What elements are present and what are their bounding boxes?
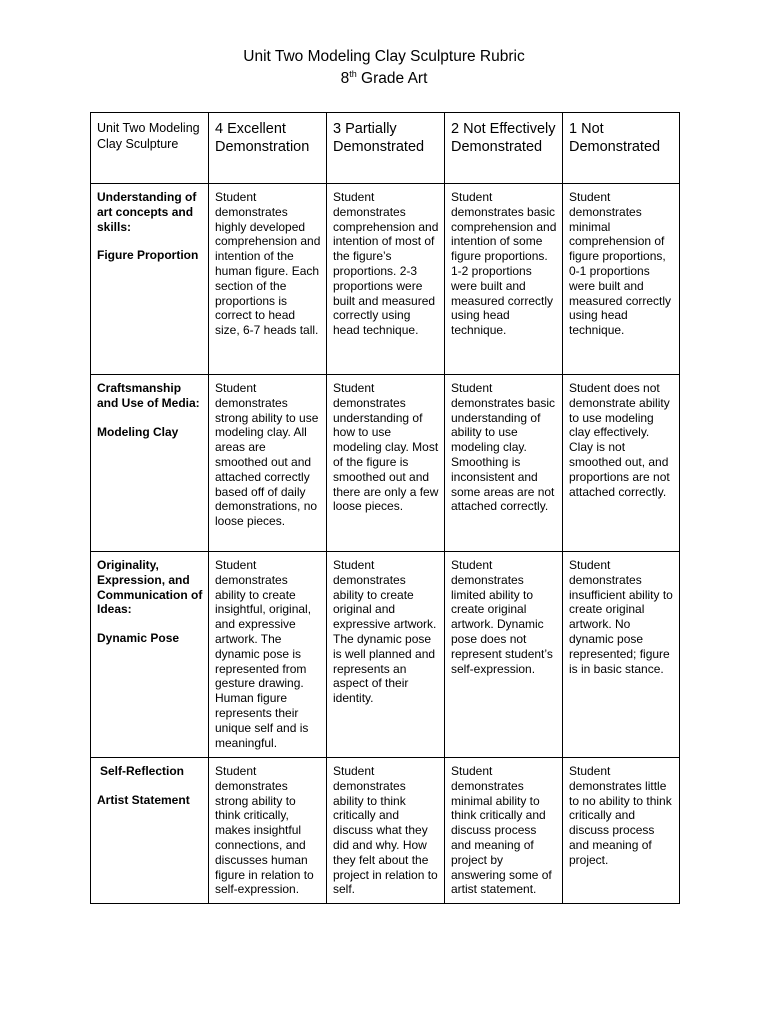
- criterion-focus: Dynamic Pose: [97, 631, 180, 646]
- rating-cell-1: Student demonstrates minimal comprehension of figure proportions, 0-1 proportions were built and measured correctly using head technique.: [563, 184, 680, 375]
- criterion-cell: [91, 758, 209, 904]
- header-row: [91, 113, 680, 184]
- criterion-label: Originality, Expression, and Communication of Ideas:: [97, 558, 203, 617]
- rating-cell-1: Student demonstrates insufficient ability to create original artwork. No dynamic pose represented; figure is in basic stance.: [563, 552, 680, 758]
- rating-cell-4: Student demonstrates strong ability to think critically, makes insightful connections, and discusses human figure in relation to self-expression.: [209, 758, 327, 904]
- header-level-3: 3 Partially Demonstrated: [327, 113, 445, 184]
- rating-cell-2: Student demonstrates basic understanding of ability to use modeling clay. Smoothing is inconsistent and some areas are not attached correctly.: [445, 375, 563, 552]
- table-row: [91, 758, 680, 904]
- rating-cell-2: Student demonstrates limited ability to create original artwork. Dynamic pose does not represent student’s self-expression.: [445, 552, 563, 758]
- document-title: Unit Two Modeling Clay Sculpture Rubric: [243, 48, 525, 65]
- criterion-label: Self-Reflection: [100, 764, 185, 778]
- criterion-label: Craftsmanship and Use of Media:: [97, 381, 200, 410]
- criterion-cell: [91, 552, 209, 758]
- rating-cell-4: Student demonstrates ability to create insightful, original, and expressive artwork. The dynamic pose is represented from gesture drawing. Human figure represents their unique self and is meaningful.: [209, 552, 327, 758]
- rubric-table: [90, 112, 680, 904]
- rating-cell-1: Student does not demonstrate ability to use modeling clay effectively. Clay is not smoothed out, and proportions are not attached correctly.: [563, 375, 680, 552]
- criterion-label: Understanding of art concepts and skills:: [97, 190, 197, 234]
- grade-number: 8: [340, 70, 350, 87]
- table-row: [91, 375, 680, 552]
- rating-cell-3: Student demonstrates comprehension and intention of most of the figure’s proportions. 2-3 proportions were built and measured correctly using head technique.: [327, 184, 445, 375]
- criterion-focus: Artist Statement: [97, 792, 190, 807]
- grade-ordinal-suffix: th: [349, 68, 357, 79]
- header-level-1: 1 Not Demonstrated: [563, 113, 680, 184]
- rating-cell-2: Student demonstrates minimal ability to think critically and discuss process and meaning of project by answering some of artist statement.: [445, 758, 563, 904]
- header-level-4: 4 Excellent Demonstration: [209, 113, 327, 184]
- criterion-cell: [91, 375, 209, 552]
- table-row: [91, 184, 680, 375]
- rating-cell-2: Student demonstrates basic comprehension and intention of some figure proportions. 1-2 proportions were built and measured correctly using head technique.: [445, 184, 563, 375]
- criterion-focus: Figure Proportion: [97, 248, 199, 263]
- document-header: [0, 46, 768, 90]
- rating-cell-4: Student demonstrates strong ability to use modeling clay. All areas are smoothed out and attached correctly based off of daily demonstrations, no loose pieces.: [209, 375, 327, 552]
- criterion-cell: [91, 184, 209, 375]
- rating-cell-3: Student demonstrates ability to create original and expressive artwork. The dynamic pose is well planned and represents an aspect of their identity.: [327, 552, 445, 758]
- rating-cell-3: Student demonstrates understanding of how to use modeling clay. Most of the figure is smoothed out and there are only a few loose pieces.: [327, 375, 445, 552]
- rating-cell-4: Student demonstrates highly developed comprehension and intention of the human figure. Each section of the proportions is correct to head size, 6-7 heads tall.: [209, 184, 327, 375]
- rating-cell-3: Student demonstrates ability to think critically and discuss what they did and why. How they felt about the project in relation to self.: [327, 758, 445, 904]
- document-subtitle: [0, 68, 768, 90]
- table-row: [91, 552, 680, 758]
- criterion-focus: Modeling Clay: [97, 424, 179, 439]
- grade-rest: Grade Art: [356, 70, 428, 87]
- header-level-2: 2 Not Effectively Demonstrated: [445, 113, 563, 184]
- header-corner-cell: Unit Two Modeling Clay Sculpture: [91, 113, 209, 184]
- rating-cell-1: Student demonstrates little to no ability to think critically and discuss process and meaning of project.: [563, 758, 680, 904]
